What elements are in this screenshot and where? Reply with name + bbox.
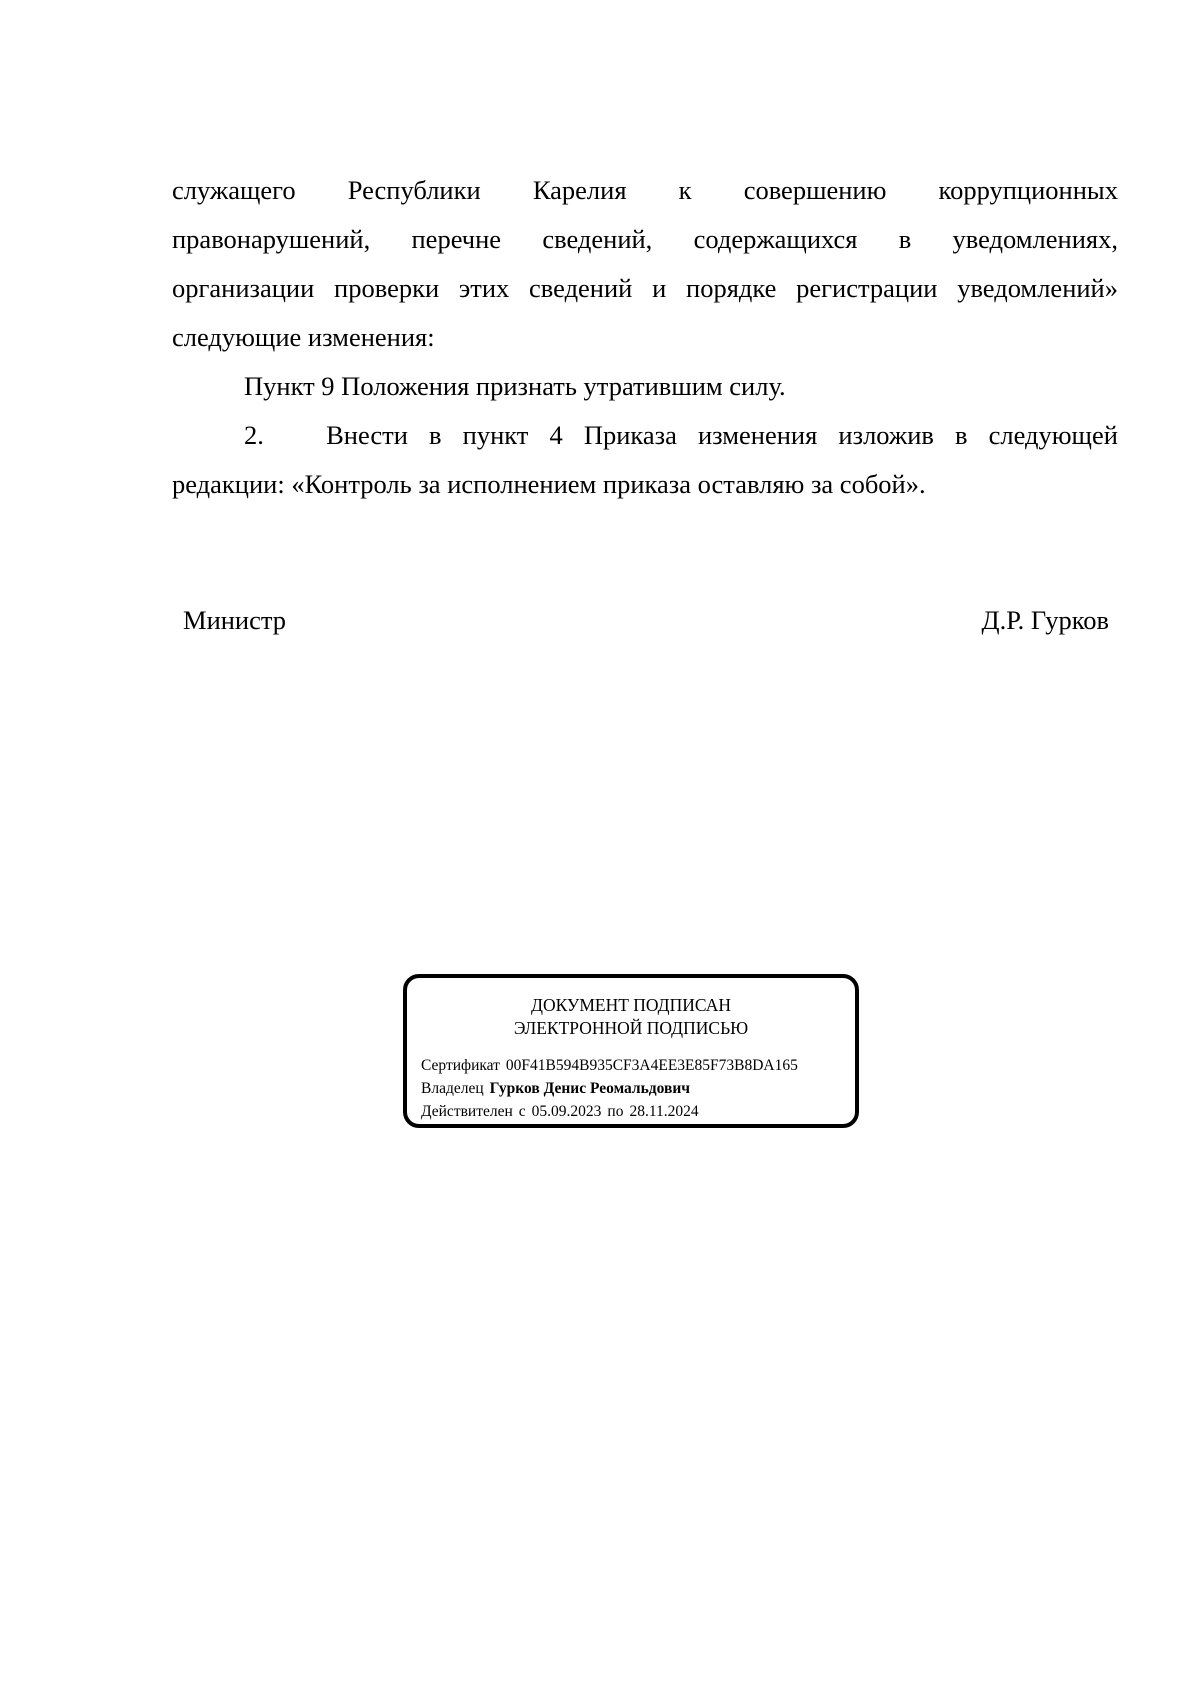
certificate-value: 00F41B594B935CF3A4EE3E85F73B8DA165	[505, 1057, 798, 1074]
valid-to-prefix: по	[607, 1103, 624, 1120]
word: этих	[458, 273, 510, 303]
stamp-validity-row	[421, 1102, 699, 1122]
body-line-1	[172, 166, 1118, 215]
word: совершению	[743, 175, 887, 205]
stamp-title-line-2: ЭЛЕКТРОННОЙ ПОДПИСЬЮ	[513, 1018, 749, 1038]
signature-block	[183, 596, 1109, 645]
paragraph-item-9: Пункт 9 Положения признать утратившим силу.	[244, 371, 786, 401]
word: регистрации	[796, 273, 938, 303]
body-line-item2-end: редакции: «Контроль за исполнением приказа оставляю за собой».	[172, 469, 926, 499]
owner-label: Владелец	[421, 1080, 484, 1097]
stamp-title-line-1: ДОКУМЕНТ ПОДПИСАН	[531, 995, 731, 1015]
word: в	[429, 420, 442, 450]
body-line-3	[172, 264, 1118, 313]
word: уведомлений»	[957, 273, 1118, 303]
paragraph-item-2	[172, 411, 1118, 460]
word: коррупционных	[938, 175, 1118, 205]
valid-from: 05.09.2023	[531, 1103, 602, 1120]
body-line-4: следующие изменения:	[172, 322, 435, 352]
signer-position: Министр	[183, 605, 287, 635]
word: Карелия	[532, 175, 627, 205]
word: в	[955, 420, 968, 450]
word: в	[898, 224, 912, 254]
signer-name: Д.Р. Гурков	[981, 605, 1109, 635]
word: перечне	[411, 224, 502, 254]
word: служащего	[172, 175, 296, 205]
valid-to: 28.11.2024	[629, 1103, 699, 1120]
stamp-owner-row	[421, 1079, 690, 1099]
word: изложив	[838, 420, 934, 450]
stamp-certificate-row	[421, 1056, 798, 1076]
word: сведений,	[542, 224, 653, 254]
word: правонарушений,	[172, 224, 371, 254]
word: Внести	[326, 420, 408, 450]
word: организации	[172, 273, 315, 303]
word: сведений	[529, 273, 633, 303]
item-number: 2.	[244, 420, 264, 450]
word: уведомлениях,	[952, 224, 1118, 254]
word: к	[678, 175, 692, 205]
word: Республики	[347, 175, 481, 205]
word: и	[652, 273, 667, 303]
valid-label: Действителен	[421, 1103, 513, 1120]
stamp-title	[407, 994, 855, 1040]
certificate-label: Сертификат	[421, 1057, 500, 1074]
document-body	[172, 166, 1118, 509]
word: пункт	[462, 420, 529, 450]
valid-from-prefix: с	[518, 1103, 526, 1120]
body-line-2	[172, 215, 1118, 264]
electronic-signature-stamp	[403, 974, 859, 1128]
word: Приказа	[583, 420, 677, 450]
word: 4	[549, 420, 563, 450]
word: изменения	[698, 420, 818, 450]
word: порядке	[686, 273, 777, 303]
word: содержащихся	[693, 224, 858, 254]
word: следующей	[988, 420, 1118, 450]
owner-value: Гурков Денис Реомальдович	[489, 1080, 691, 1097]
word: проверки	[334, 273, 440, 303]
